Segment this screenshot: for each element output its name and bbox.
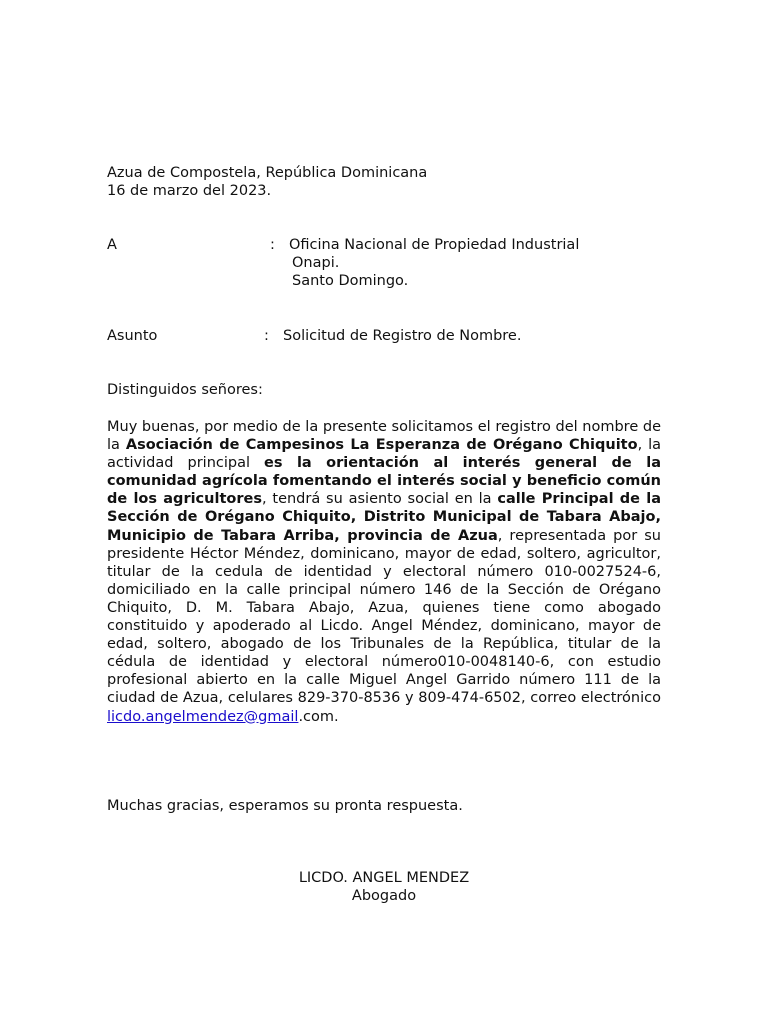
- email-tail: .com.: [298, 708, 339, 725]
- body-text-1: Muy buenas, por medio de la presente solicitamos el registro del nombre de la: [107, 419, 661, 454]
- signature-name: LICDO. ANGEL MENDEZ: [298, 870, 470, 886]
- recipient-line-1: Oficina Nacional de Propiedad Industrial: [289, 237, 580, 253]
- body-text-4: , representada por su presidente Héctor Méndez, dominicano, mayor de edad, soltero, agricultor, titular de la cedula de identidad y electoral número 010-0027524-6, domiciliado en la calle principal número 146 de la Sección de Orégano Chiquito, D. M. Tabara Abajo, Azua, quienes tiene como abogado constituido y apoderado al Licdo. Angel Méndez, dominicano, mayor de edad, soltero, abogado de los Tribunales de la República, titular de la cédula de identidad y electoral número010-0048140-6, con estudio profesional abierto en la calle Miguel Angel Garrido número 111 de la ciudad de Azua, celulares 829-370-8536 y 809-474-6502, correo electrónico: [107, 527, 661, 707]
- subject-colon: :: [264, 328, 269, 344]
- recipient-line-2: Onapi.: [292, 255, 340, 271]
- subject-label: Asunto: [107, 328, 158, 344]
- signature-title: Abogado: [351, 888, 417, 904]
- recipient-label: A: [107, 237, 117, 253]
- association-name: Asociación de Campesinos La Esperanza de Orégano Chiquito: [125, 437, 638, 454]
- body-text-3: , tendrá su asiento social en la: [261, 491, 498, 508]
- closing-line: Muchas gracias, esperamos su pronta respuesta.: [107, 798, 463, 814]
- body-text-2: , la actividad principal: [107, 437, 662, 472]
- recipient-line-3: Santo Domingo.: [292, 273, 409, 289]
- social-address: calle Principal de la Sección de Orégano Chiquito, Distrito Municipal de Tabara Abajo, Municipio de Tabara Arriba, provincia de Azua: [107, 491, 662, 544]
- date-line: 16 de marzo del 2023.: [107, 183, 272, 199]
- subject-text: Solicitud de Registro de Nombre.: [283, 328, 522, 344]
- recipient-colon: :: [270, 237, 275, 253]
- salutation: Distinguidos señores:: [107, 382, 263, 398]
- main-activity: es la orientación al interés general de la comunidad agrícola fomentando el interés social y beneficio común de los agricultores: [107, 455, 661, 508]
- email-link[interactable]: licdo.angelmendez@gmail: [107, 708, 299, 725]
- body-paragraph: [107, 418, 661, 726]
- place-line: Azua de Compostela, República Dominicana: [107, 165, 428, 181]
